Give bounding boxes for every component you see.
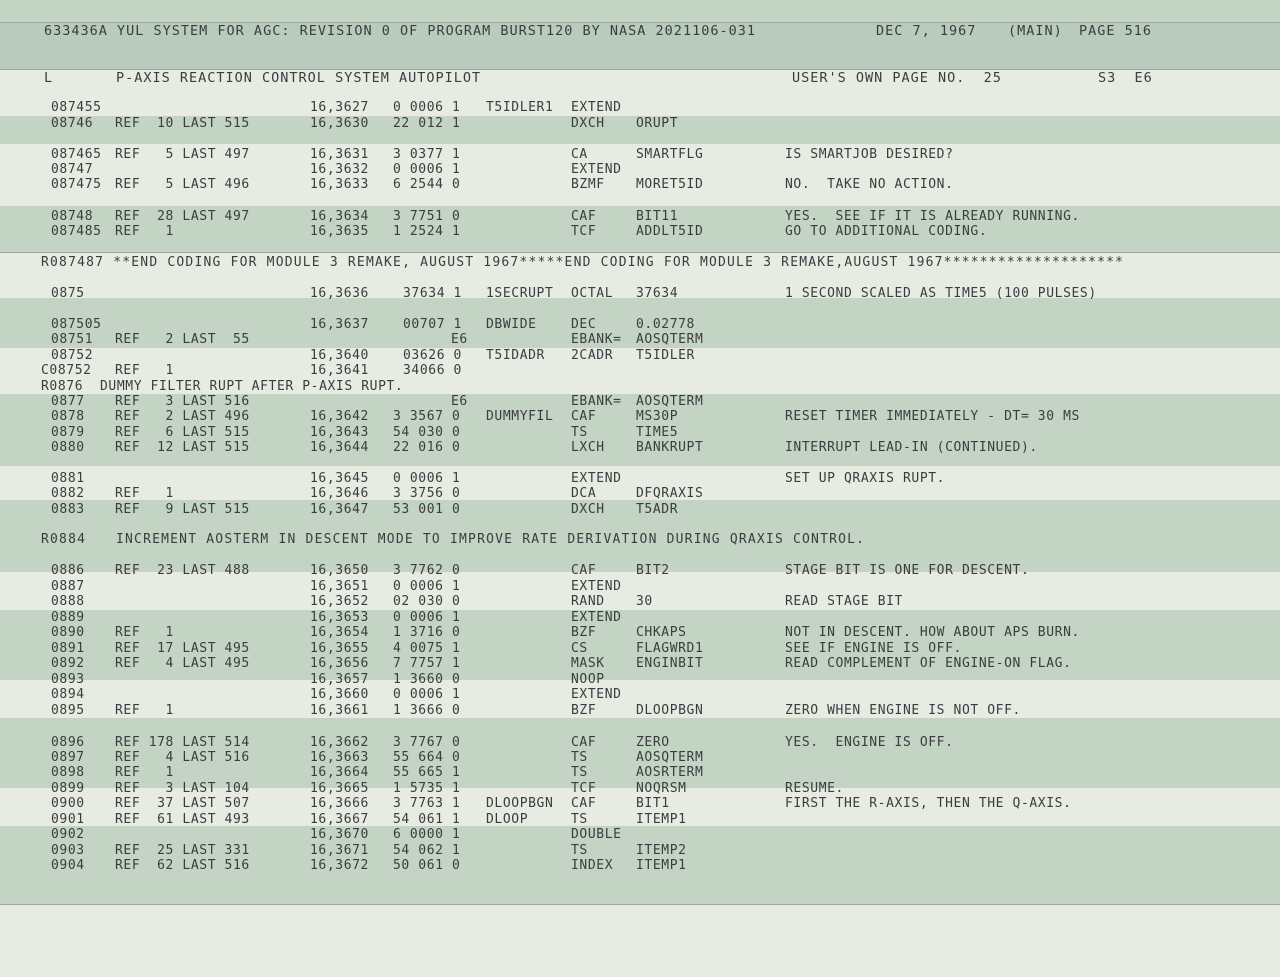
- comment: ZERO WHEN ENGINE IS NOT OFF.: [785, 703, 1021, 718]
- line-number: 0896: [51, 735, 85, 750]
- code-label: T5IDADR: [486, 348, 545, 363]
- operand: BIT11: [636, 209, 679, 224]
- octal-word: E6: [451, 332, 468, 347]
- line-number: 0901: [51, 812, 85, 827]
- code-line: [0, 286, 1280, 301]
- operand: ADDLT5ID: [636, 224, 704, 239]
- line-number: 08746: [51, 116, 94, 131]
- ref-info: REF 1: [115, 703, 174, 718]
- listing-date: DEC 7, 1967: [876, 23, 977, 39]
- address: 16,3637: [310, 317, 369, 332]
- line-number: 087505: [51, 317, 102, 332]
- code-line: [0, 317, 1280, 332]
- octal-word: 1 5735 1: [393, 781, 461, 796]
- opcode: EXTEND: [571, 579, 622, 594]
- ref-info: REF 1: [115, 486, 174, 501]
- line-number: 08747: [51, 162, 94, 177]
- address: 16,3664: [310, 765, 369, 780]
- octal-word: 3 3567 0: [393, 409, 461, 424]
- paper-rule: [0, 904, 1280, 905]
- opcode: TS: [571, 843, 588, 858]
- opcode: TS: [571, 425, 588, 440]
- opcode: EBANK=: [571, 332, 622, 347]
- line-number: 0888: [51, 594, 85, 609]
- remark-end-coding: R087487 **END CODING FOR MODULE 3 REMAKE, AUGUST 1967*****END CODING FOR MODULE 3 REMAKE,AUGUST 1967********************: [41, 255, 1125, 270]
- octal-word: 37634 1: [403, 286, 462, 301]
- code-line: [0, 409, 1280, 424]
- opcode: RAND: [571, 594, 605, 609]
- line-number: 0893: [51, 672, 85, 687]
- comment: RESUME.: [785, 781, 844, 796]
- ref-info: REF 5 LAST 497: [115, 147, 250, 162]
- address: 16,3630: [310, 116, 369, 131]
- octal-word: 0 0006 1: [393, 610, 461, 625]
- address: 16,3653: [310, 610, 369, 625]
- address: 16,3652: [310, 594, 369, 609]
- code-line: [0, 348, 1280, 363]
- octal-word: 02 030 0: [393, 594, 461, 609]
- line-number: 0889: [51, 610, 85, 625]
- operand: ENGINBIT: [636, 656, 704, 671]
- code-line: [0, 796, 1280, 811]
- line-number: 08751: [51, 332, 94, 347]
- operand: ITEMP1: [636, 812, 687, 827]
- octal-word: 4 0075 1: [393, 641, 461, 656]
- opcode: BZMF: [571, 177, 605, 192]
- address: 16,3627: [310, 100, 369, 115]
- comment: NO. TAKE NO ACTION.: [785, 177, 954, 192]
- code-line: [0, 209, 1280, 224]
- line-number: 0897: [51, 750, 85, 765]
- opcode: EXTEND: [571, 100, 622, 115]
- code-line: [0, 610, 1280, 625]
- ref-info: REF 2 LAST 55: [115, 332, 250, 347]
- code-line: [0, 858, 1280, 873]
- operand: AOSRTERM: [636, 765, 704, 780]
- code-line: [0, 781, 1280, 796]
- code-line: [0, 332, 1280, 347]
- comment: READ COMPLEMENT OF ENGINE-ON FLAG.: [785, 656, 1072, 671]
- octal-word: 0 0006 1: [393, 162, 461, 177]
- code-line: [0, 827, 1280, 842]
- code-line: [0, 765, 1280, 780]
- line-number: 0903: [51, 843, 85, 858]
- operand: ORUPT: [636, 116, 679, 131]
- address: 16,3641: [310, 363, 369, 378]
- ref-info: REF 6 LAST 515: [115, 425, 250, 440]
- line-number: 0879: [51, 425, 85, 440]
- code-label: DUMMYFIL: [486, 409, 554, 424]
- code-label: T5IDLER1: [486, 100, 554, 115]
- ref-info: REF 10 LAST 515: [115, 116, 250, 131]
- operand: AOSQTERM: [636, 750, 704, 765]
- code-line: [0, 486, 1280, 501]
- comment: SET UP QRAXIS RUPT.: [785, 471, 946, 486]
- opcode: TS: [571, 750, 588, 765]
- line-number: C08752: [41, 363, 92, 378]
- code-line: [0, 735, 1280, 750]
- octal-word: 53 001 0: [393, 502, 461, 517]
- line-number: 0894: [51, 687, 85, 702]
- operand: NOQRSM: [636, 781, 687, 796]
- opcode: TS: [571, 765, 588, 780]
- comment: RESET TIMER IMMEDIATELY - DT= 30 MS: [785, 409, 1080, 424]
- ref-info: REF 17 LAST 495: [115, 641, 250, 656]
- address: 16,3646: [310, 486, 369, 501]
- address: 16,3642: [310, 409, 369, 424]
- line-number: 0877: [51, 394, 85, 409]
- opcode: OCTAL: [571, 286, 614, 301]
- code-line: [0, 394, 1280, 409]
- line-number: 087465: [51, 147, 102, 162]
- operand: T5ADR: [636, 502, 679, 517]
- listing-page-number: PAGE 516: [1079, 23, 1153, 39]
- operand: MS30P: [636, 409, 679, 424]
- paper-rule: [0, 252, 1280, 253]
- octal-word: 50 061 0: [393, 858, 461, 873]
- octal-word: E6: [451, 394, 468, 409]
- address: 16,3670: [310, 827, 369, 842]
- ref-info: REF 1: [115, 224, 174, 239]
- octal-word: 22 012 1: [393, 116, 461, 131]
- section-title: P-AXIS REACTION CONTROL SYSTEM AUTOPILOT: [116, 70, 482, 86]
- line-number: 08748: [51, 209, 94, 224]
- octal-word: 3 7762 0: [393, 563, 461, 578]
- code-line: [0, 563, 1280, 578]
- line-number: 087475: [51, 177, 102, 192]
- opcode: INDEX: [571, 858, 614, 873]
- code-line: [0, 843, 1280, 858]
- code-line: [0, 672, 1280, 687]
- line-number: 0904: [51, 858, 85, 873]
- line-number: 0875: [51, 286, 85, 301]
- opcode: DXCH: [571, 502, 605, 517]
- address: 16,3661: [310, 703, 369, 718]
- code-line: [0, 641, 1280, 656]
- code-line: [0, 100, 1280, 115]
- operand: BIT2: [636, 563, 670, 578]
- opcode: EXTEND: [571, 610, 622, 625]
- comment: STAGE BIT IS ONE FOR DESCENT.: [785, 563, 1030, 578]
- code-line: [0, 471, 1280, 486]
- opcode: 2CADR: [571, 348, 614, 363]
- address: 16,3645: [310, 471, 369, 486]
- address: 16,3650: [310, 563, 369, 578]
- address: 16,3644: [310, 440, 369, 455]
- operand: ZERO: [636, 735, 670, 750]
- code-line: [0, 579, 1280, 594]
- ref-info: REF 178 LAST 514: [115, 735, 250, 750]
- comment: IS SMARTJOB DESIRED?: [785, 147, 954, 162]
- ref-info: REF 1: [115, 625, 174, 640]
- operand: AOSQTERM: [636, 394, 704, 409]
- line-number: 0886: [51, 563, 85, 578]
- code-line: [0, 177, 1280, 192]
- opcode: DOUBLE: [571, 827, 622, 842]
- octal-word: 55 665 1: [393, 765, 461, 780]
- line-number: 0900: [51, 796, 85, 811]
- address: 16,3647: [310, 502, 369, 517]
- line-number: 0887: [51, 579, 85, 594]
- address: 16,3633: [310, 177, 369, 192]
- line-number: 0902: [51, 827, 85, 842]
- line-number: 0878: [51, 409, 85, 424]
- ref-info: REF 3 LAST 516: [115, 394, 250, 409]
- octal-word: 1 2524 1: [393, 224, 461, 239]
- address: 16,3651: [310, 579, 369, 594]
- address: 16,3631: [310, 147, 369, 162]
- octal-word: 7 7757 1: [393, 656, 461, 671]
- opcode: EXTEND: [571, 471, 622, 486]
- ref-info: REF 4 LAST 495: [115, 656, 250, 671]
- ref-info: REF 23 LAST 488: [115, 563, 250, 578]
- code-label: DLOOPBGN: [486, 796, 554, 811]
- code-line: [0, 440, 1280, 455]
- code-line: [0, 116, 1280, 131]
- octal-word: 1 3660 0: [393, 672, 461, 687]
- ref-info: REF 5 LAST 496: [115, 177, 250, 192]
- address: 16,3666: [310, 796, 369, 811]
- opcode: DXCH: [571, 116, 605, 131]
- line-number: 0895: [51, 703, 85, 718]
- opcode: CAF: [571, 735, 597, 750]
- address: 16,3660: [310, 687, 369, 702]
- octal-word: 54 030 0: [393, 425, 461, 440]
- opcode: CAF: [571, 209, 597, 224]
- opcode: CAF: [571, 563, 597, 578]
- log-section-mark: L: [44, 70, 54, 86]
- octal-word: 34066 0: [403, 363, 462, 378]
- ref-info: REF 62 LAST 516: [115, 858, 250, 873]
- octal-word: 6 0000 1: [393, 827, 461, 842]
- operand: 30: [636, 594, 653, 609]
- address: 16,3657: [310, 672, 369, 687]
- opcode: MASK: [571, 656, 605, 671]
- ref-info: REF 1: [115, 765, 174, 780]
- opcode: DEC: [571, 317, 597, 332]
- opcode: CAF: [571, 409, 597, 424]
- remark-mark: R0884: [41, 532, 87, 547]
- paper-stripe: [0, 0, 1280, 22]
- operand: TIME5: [636, 425, 679, 440]
- opcode: BZF: [571, 703, 597, 718]
- octal-word: 3 7763 1: [393, 796, 461, 811]
- octal-word: 1 3666 0: [393, 703, 461, 718]
- code-line: [0, 502, 1280, 517]
- operand: 0.02778: [636, 317, 695, 332]
- operand: ITEMP2: [636, 843, 687, 858]
- code-line: [0, 656, 1280, 671]
- ref-info: REF 61 LAST 493: [115, 812, 250, 827]
- address: 16,3654: [310, 625, 369, 640]
- section-ref: S3 E6: [1098, 70, 1153, 86]
- opcode: TS: [571, 812, 588, 827]
- code-line: [0, 812, 1280, 827]
- ref-info: REF 28 LAST 497: [115, 209, 250, 224]
- opcode: NOOP: [571, 672, 605, 687]
- address: 16,3665: [310, 781, 369, 796]
- ref-info: REF 9 LAST 515: [115, 502, 250, 517]
- line-number: 087455: [51, 100, 102, 115]
- octal-word: 0 0006 1: [393, 579, 461, 594]
- octal-word: 54 062 1: [393, 843, 461, 858]
- ref-info: REF 4 LAST 516: [115, 750, 250, 765]
- code-line: [0, 147, 1280, 162]
- operand: FLAGWRD1: [636, 641, 704, 656]
- address: 16,3635: [310, 224, 369, 239]
- ref-info: REF 37 LAST 507: [115, 796, 250, 811]
- line-number: 0899: [51, 781, 85, 796]
- address: 16,3640: [310, 348, 369, 363]
- code-line: [0, 625, 1280, 640]
- address: 16,3672: [310, 858, 369, 873]
- code-line: [0, 224, 1280, 239]
- octal-word: 54 061 1: [393, 812, 461, 827]
- operand: SMARTFLG: [636, 147, 704, 162]
- code-line: [0, 594, 1280, 609]
- line-number: 0883: [51, 502, 85, 517]
- octal-word: 22 016 0: [393, 440, 461, 455]
- ref-info: REF 3 LAST 104: [115, 781, 250, 796]
- code-label: DBWIDE: [486, 317, 537, 332]
- users-page-number: USER'S OWN PAGE NO. 25: [792, 70, 1002, 86]
- comment: GO TO ADDITIONAL CODING.: [785, 224, 988, 239]
- opcode: CAF: [571, 796, 597, 811]
- octal-word: 55 664 0: [393, 750, 461, 765]
- opcode: EXTEND: [571, 162, 622, 177]
- listing-header-title: 633436A YUL SYSTEM FOR AGC: REVISION 0 OF PROGRAM BURST120 BY NASA 2021106-031: [44, 23, 756, 39]
- line-number: 0892: [51, 656, 85, 671]
- operand: T5IDLER: [636, 348, 695, 363]
- address: 16,3636: [310, 286, 369, 301]
- comment: YES. SEE IF IT IS ALREADY RUNNING.: [785, 209, 1080, 224]
- operand: DFQRAXIS: [636, 486, 704, 501]
- comment: FIRST THE R-AXIS, THEN THE Q-AXIS.: [785, 796, 1072, 811]
- line-number: 0898: [51, 765, 85, 780]
- opcode: LXCH: [571, 440, 605, 455]
- code-line: [0, 687, 1280, 702]
- address: 16,3632: [310, 162, 369, 177]
- code-line: [0, 425, 1280, 440]
- operand: BANKRUPT: [636, 440, 704, 455]
- line-number: 0880: [51, 440, 85, 455]
- remark-increment-aosterm: INCREMENT AOSTERM IN DESCENT MODE TO IMPROVE RATE DERIVATION DURING QRAXIS CONTROL.: [116, 532, 866, 547]
- octal-word: 1 3716 0: [393, 625, 461, 640]
- line-number: 0881: [51, 471, 85, 486]
- octal-word: 3 7767 0: [393, 735, 461, 750]
- octal-word: 0 0006 1: [393, 687, 461, 702]
- ref-info: REF 25 LAST 331: [115, 843, 250, 858]
- address: 16,3643: [310, 425, 369, 440]
- opcode: CS: [571, 641, 588, 656]
- line-number: 0890: [51, 625, 85, 640]
- address: 16,3671: [310, 843, 369, 858]
- address: 16,3634: [310, 209, 369, 224]
- comment: YES. ENGINE IS OFF.: [785, 735, 954, 750]
- octal-word: 3 7751 0: [393, 209, 461, 224]
- comment: 1 SECOND SCALED AS TIME5 (100 PULSES): [785, 286, 1097, 301]
- octal-word: 3 0377 1: [393, 147, 461, 162]
- address: 16,3656: [310, 656, 369, 671]
- line-number: 0891: [51, 641, 85, 656]
- octal-word: 0 0006 1: [393, 471, 461, 486]
- operand: ITEMP1: [636, 858, 687, 873]
- operand: MORET5ID: [636, 177, 704, 192]
- address: 16,3667: [310, 812, 369, 827]
- address: 16,3662: [310, 735, 369, 750]
- listing-tag: (MAIN): [1008, 23, 1063, 39]
- comment: NOT IN DESCENT. HOW ABOUT APS BURN.: [785, 625, 1080, 640]
- opcode: DCA: [571, 486, 597, 501]
- code-line: [0, 363, 1280, 378]
- operand: DLOOPBGN: [636, 703, 704, 718]
- octal-word: 3 3756 0: [393, 486, 461, 501]
- opcode: TCF: [571, 224, 597, 239]
- ref-info: REF 12 LAST 515: [115, 440, 250, 455]
- ref-info: REF 2 LAST 496: [115, 409, 250, 424]
- address: 16,3663: [310, 750, 369, 765]
- address: 16,3655: [310, 641, 369, 656]
- octal-word: 6 2544 0: [393, 177, 461, 192]
- operand: 37634: [636, 286, 679, 301]
- operand: CHKAPS: [636, 625, 687, 640]
- octal-word: 0 0006 1: [393, 100, 461, 115]
- comment: READ STAGE BIT: [785, 594, 903, 609]
- comment: INTERRUPT LEAD-IN (CONTINUED).: [785, 440, 1038, 455]
- line-number: 08752: [51, 348, 94, 363]
- octal-word: 00707 1: [403, 317, 462, 332]
- opcode: BZF: [571, 625, 597, 640]
- line-number: 0882: [51, 486, 85, 501]
- code-label: 1SECRUPT: [486, 286, 554, 301]
- octal-word: 03626 0: [403, 348, 462, 363]
- code-line: [0, 750, 1280, 765]
- operand: AOSQTERM: [636, 332, 704, 347]
- code-label: DLOOP: [486, 812, 529, 827]
- line-number: 087485: [51, 224, 102, 239]
- opcode: CA: [571, 147, 588, 162]
- remark-dummy-filter: R0876 DUMMY FILTER RUPT AFTER P-AXIS RUPT.: [41, 379, 404, 394]
- comment: SEE IF ENGINE IS OFF.: [785, 641, 962, 656]
- opcode: TCF: [571, 781, 597, 796]
- ref-info: REF 1: [115, 363, 174, 378]
- opcode: EXTEND: [571, 687, 622, 702]
- code-line: [0, 162, 1280, 177]
- code-line: [0, 703, 1280, 718]
- opcode: EBANK=: [571, 394, 622, 409]
- operand: BIT1: [636, 796, 670, 811]
